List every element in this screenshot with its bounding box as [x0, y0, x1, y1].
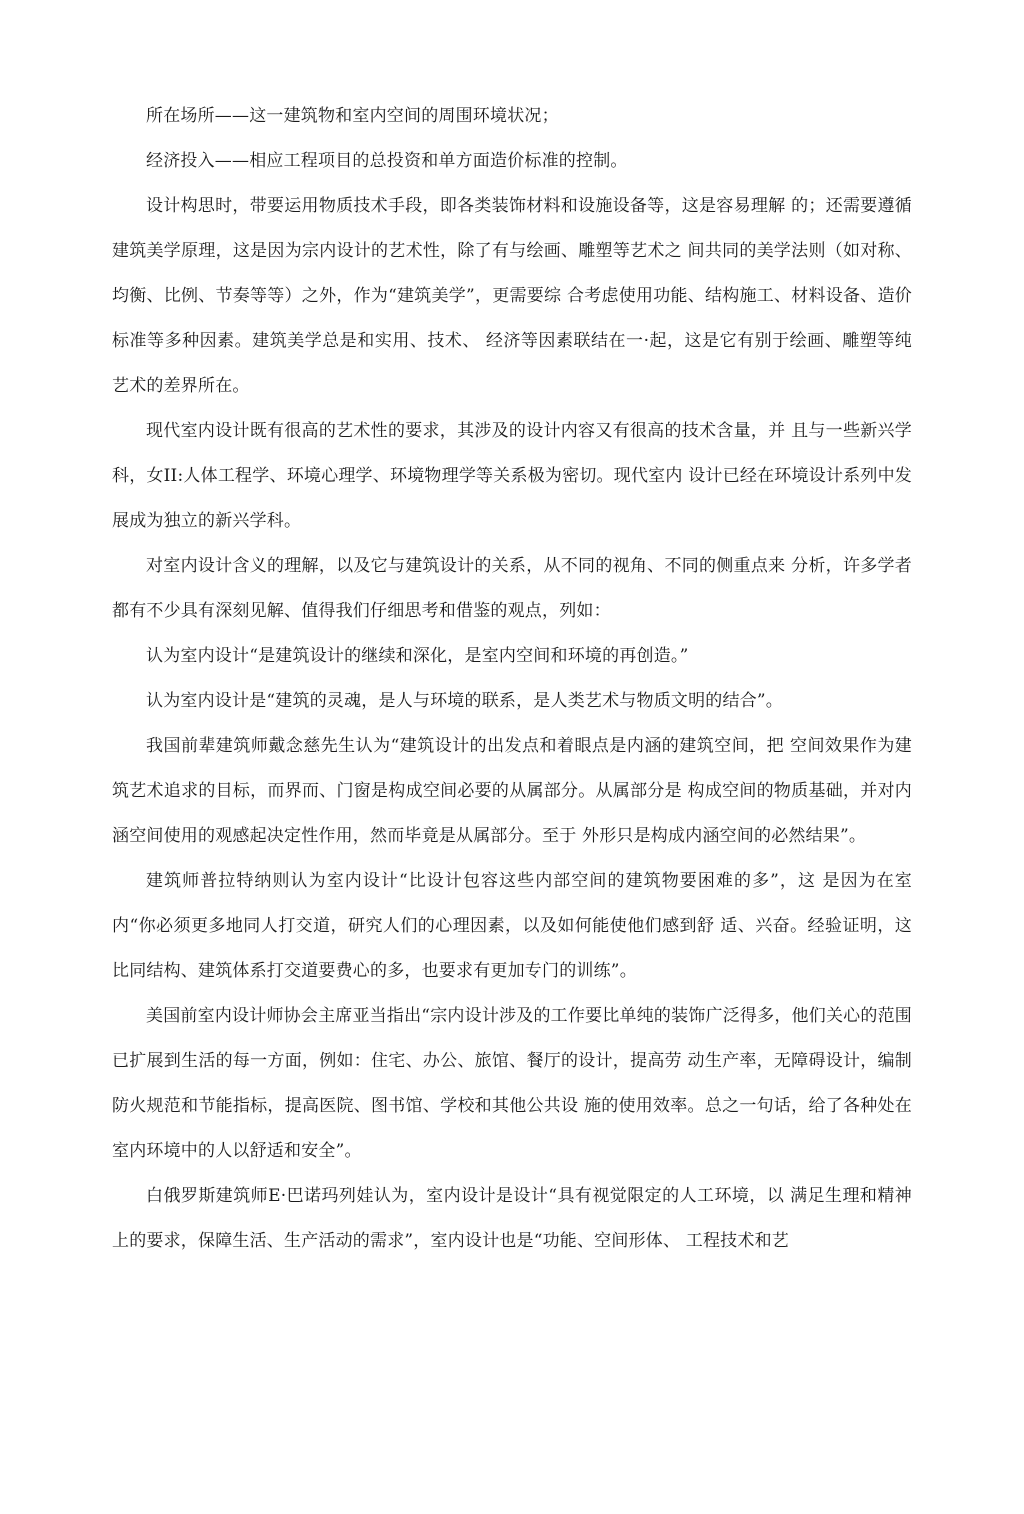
paragraph-quote-1: 认为室内设计“是建筑设计的继续和深化，是室内空间和环境的再创造。”: [146, 646, 689, 666]
paragraph-understanding: 对室内设计含义的理解，以及它与建筑设计的关系，从不同的视角、不同的侧重点来 分析，许多学者都有不少具有深刻见解、值得我们仔细思考和借鉴的观点，列如：: [112, 556, 912, 621]
paragraph-design-concept: 设计构思时，带要运用物质技术手段，即各类装饰材料和设施设备等，这是容易理解 的；还需要遵循建筑美学原理，这是因为宗内设计的艺术性，除了有与绘画、雕塑等艺术之 间共同的美学法则（如对称、均衡、比例、节奏等等）之外，作为“建筑美学”，更需要综 合考虑使用功能、结构施工、材料设备、造价标准等多种因素。建筑美学总是和实用、技术、 经济等因素联结在一·起，这是它有别于绘画、雕塑等纯艺术的差界所在。: [112, 196, 912, 396]
paragraph-adam: 美国前室内设计师协会主席亚当指出“宗内设计涉及的工作要比单纯的装饰广泛得多，他们关心的范围已扩展到生活的每一方面，例如：住宅、办公、旅馆、餐厅的设计，提高劳 动生产率，无障碍设计，编制防火规范和节能指标，提高医院、图书馆、学校和其他公共设 施的使用效率。总之一句话，给了各种处在室内环境中的人以舒适和安全”。: [112, 1006, 912, 1161]
paragraph-economic-input: 经济投入——相应工程项目的总投资和单方面造价标准的控制。: [146, 151, 628, 171]
paragraph-banomaryova: 白俄罗斯建筑师E·巴诺玛列娃认为，室内设计是设计“具有视觉限定的人工环境，以 满足生理和精神上的要求，保障生活、生产活动的需求”，室内设计也是“功能、空间形体、 工程技术和艺: [112, 1186, 912, 1251]
document-body: [112, 94, 912, 1264]
paragraph-quote-2: 认为室内设计是“建筑的灵魂，是人与环境的联系，是人类艺术与物质文明的结合”。: [146, 691, 783, 711]
paragraph-modern-interior-design: 现代室内设计既有很高的艺术性的要求，其涉及的设计内容又有很高的技术含量，并 且与一些新兴学科，女II:人体工程学、环境心理学、环境物理学等关系极为密切。现代室内 设计已经在环境设计系列中发展成为独立的新兴学科。: [112, 421, 912, 531]
paragraph-location: 所在场所——这一建筑物和室内空间的周围环境状况；: [146, 106, 559, 126]
paragraph-dai-nianci: 我国前辈建筑师戴念慈先生认为“建筑设计的出发点和着眼点是内涵的建筑空间，把 空间效果作为建筑艺术追求的目标，而界而、门窗是构成空间必要的从属部分。从属部分是 构成空间的物质基础，并对内涵空间使用的观感起决定性作用，然而毕竟是从属部分。至于 外形只是构成内涵空间的必然结果”。: [112, 736, 912, 846]
paragraph-platner: 建筑师普拉特纳则认为室内设计“比设计包容这些内部空间的建筑物要困难的多”，这 是因为在室内“你必须更多地同人打交道，研究人们的心理因素，以及如何能使他们感到舒 适、兴奋。经验证明，这比同结构、建筑体系打交道要费心的多，也要求有更加专门的训练”。: [112, 871, 912, 981]
